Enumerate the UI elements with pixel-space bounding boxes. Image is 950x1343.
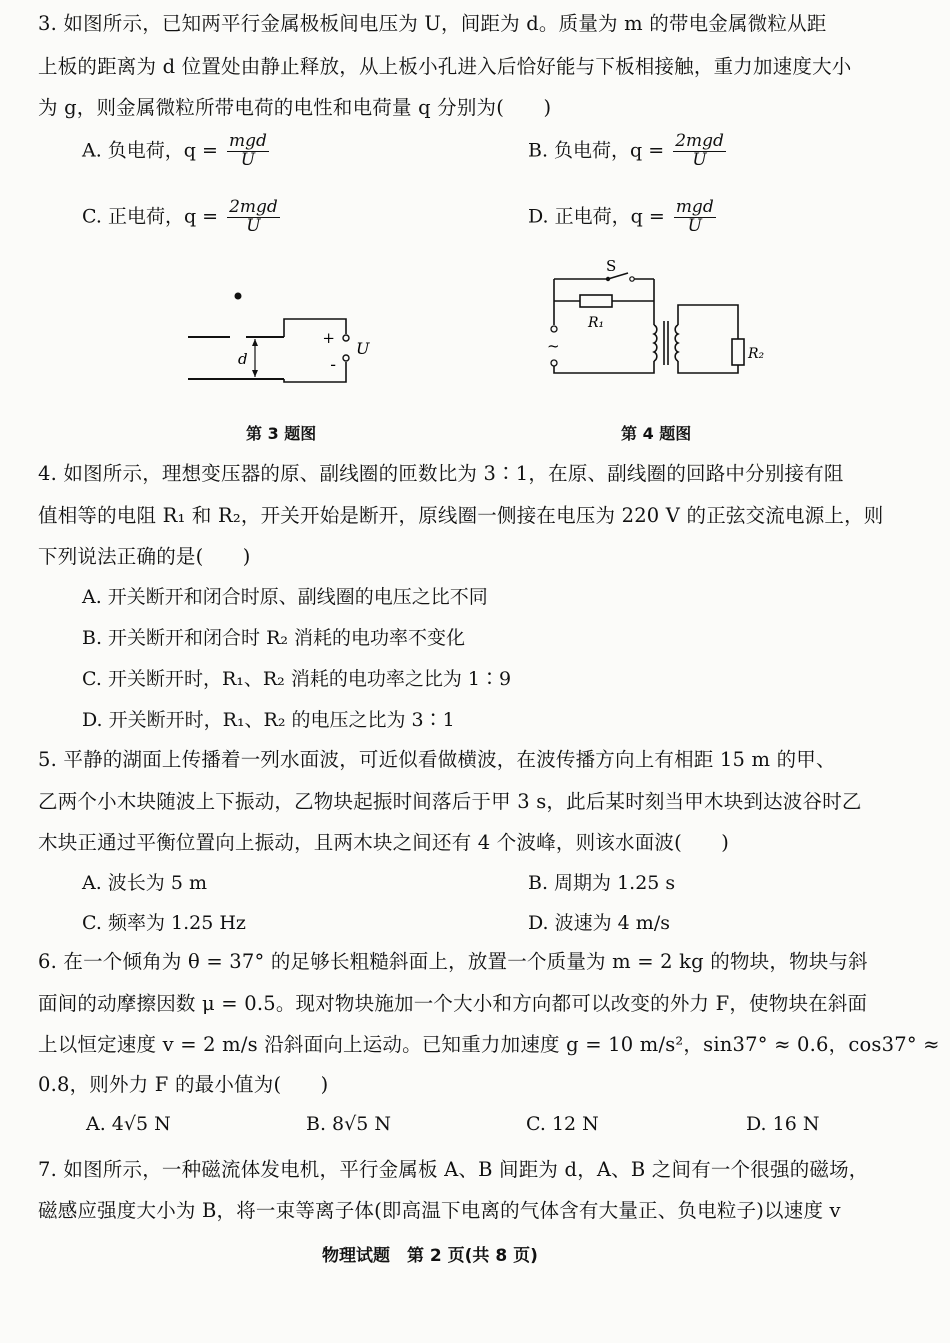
terminal-positive	[343, 335, 349, 341]
dimension-arrow-down	[252, 370, 258, 377]
q3-line-3: 为 g，则金属微粒所带电荷的电性和电荷量 q 分别为( )	[38, 96, 552, 119]
label-S: S	[606, 257, 617, 275]
wire-bottom	[284, 362, 346, 382]
label-minus: -	[330, 355, 336, 375]
q4-option-d: D. 开关断开时，R₁、R₂ 的电压之比为 3∶1	[82, 709, 455, 731]
q3-option-d-denominator: U	[687, 215, 702, 236]
q5-line-1: 5. 平静的湖面上传播着一列水面波，可近似看做横波，在波传播方向上有相距 15 m 的甲、	[38, 748, 836, 771]
q4-line-2: 值相等的电阻 R₁ 和 R₂，开关开始是断开，原线圈一侧接在电压为 220 V 的正弦交流电源上，则	[38, 504, 884, 527]
label-plus: +	[322, 329, 335, 347]
q3-option-c-denominator: U	[246, 215, 261, 236]
q5-option-b: B. 周期为 1.25 s	[528, 872, 676, 894]
q3-option-c-fraction	[227, 199, 280, 236]
q4-figure-caption: 第 4 题图	[621, 424, 692, 443]
q3-figure-plates	[180, 282, 380, 397]
ac-terminal-top	[551, 326, 557, 332]
q6-line-1: 6. 在一个倾角为 θ = 37° 的足够长粗糙斜面上，放置一个质量为 m = 2 kg 的物块，物块与斜	[38, 950, 868, 973]
q3-option-c-numerator: 2mgd	[229, 197, 278, 217]
dimension-arrow-up	[252, 339, 258, 346]
q7-line-1: 7. 如图所示，一种磁流体发电机，平行金属板 A、B 间距为 d，A、B 之间有一个很强的磁场，	[38, 1158, 869, 1181]
switch-pivot	[606, 277, 610, 281]
q6-line-4: 0.8，则外力 F 的最小值为( )	[38, 1073, 329, 1096]
q3-line-1: 3. 如图所示，已知两平行金属极板间电压为 U，间距为 d。质量为 m 的带电金属微粒从距	[38, 12, 827, 35]
q4-line-1: 4. 如图所示，理想变压器的原、副线圈的匝数比为 3∶1，在原、副线圈的回路中分别接有阻	[38, 462, 844, 485]
q5-option-d: D. 波速为 4 m/s	[528, 912, 670, 934]
q5-option-c: C. 频率为 1.25 Hz	[82, 912, 246, 934]
q3-line-2: 上板的距离为 d 位置处由静止释放，从上板小孔进入后恰好能与下板相接触，重力加速度大小	[38, 55, 852, 78]
label-d: d	[238, 350, 248, 368]
q5-option-a: A. 波长为 5 m	[82, 872, 207, 894]
q3-option-a-numerator: mgd	[228, 131, 267, 151]
q4-figure-circuit	[540, 255, 780, 405]
q6-option-a: A. 4√5 N	[86, 1113, 171, 1135]
q4-option-c: C. 开关断开时，R₁、R₂ 消耗的电功率之比为 1∶9	[82, 668, 512, 690]
label-U: U	[356, 339, 370, 358]
q3-option-b-fraction	[673, 133, 726, 170]
q3-option-b-numerator: 2mgd	[675, 131, 724, 151]
q3-option-b	[528, 133, 726, 170]
q3-option-a	[82, 133, 269, 170]
q6-line-2: 面间的动摩擦因数 μ = 0.5。现对物块施加一个大小和方向都可以改变的外力 F，使物块在斜面	[38, 992, 868, 1015]
q3-option-a-prefix: A. 负电荷，q =	[82, 139, 218, 162]
primary-coil	[654, 325, 657, 361]
q3-option-d	[528, 199, 716, 236]
secondary-wire-top	[678, 305, 738, 339]
q3-option-d-prefix: D. 正电荷，q =	[528, 205, 665, 228]
q3-option-b-denominator: U	[692, 149, 707, 170]
q6-option-d: D. 16 N	[746, 1113, 820, 1135]
switch-contact	[630, 277, 634, 281]
q4-line-3: 下列说法正确的是( )	[38, 545, 251, 568]
q7-line-2: 磁感应强度大小为 B，将一束等离子体(即高温下电离的气体含有大量正、负电粒子)以速度 v	[38, 1199, 841, 1222]
q5-line-3: 木块正通过平衡位置向上振动，且两木块之间还有 4 个波峰，则该水面波( )	[38, 831, 730, 854]
secondary-wire-bottom	[678, 361, 738, 373]
page-footer: 物理试题 第 2 页(共 8 页)	[322, 1246, 538, 1266]
secondary-coil	[675, 325, 678, 361]
label-R2: R₂	[748, 346, 765, 362]
q6-line-3: 上以恒定速度 v = 2 m/s 沿斜面向上运动。已知重力加速度 g = 10 m/s²，sin37° ≈ 0.6，cos37° ≈	[38, 1033, 940, 1056]
q3-option-d-fraction	[674, 199, 716, 236]
ac-terminal-bottom	[551, 360, 557, 366]
q3-figure-caption: 第 3 题图	[246, 424, 317, 443]
wire-top	[284, 319, 346, 337]
q3-option-a-fraction	[227, 133, 269, 170]
q4-option-a: A. 开关断开和闭合时原、副线圈的电压之比不同	[82, 586, 488, 608]
resistor-r2	[732, 339, 744, 365]
q3-option-d-numerator: mgd	[675, 197, 714, 217]
q4-option-b: B. 开关断开和闭合时 R₂ 消耗的电功率不变化	[82, 627, 466, 649]
q5-line-2: 乙两个小木块随波上下振动，乙物块起振时间落后于甲 3 s，此后某时刻当甲木块到达波谷时乙	[38, 790, 862, 813]
q6-option-c: C. 12 N	[526, 1113, 599, 1135]
charged-particle	[235, 293, 242, 300]
resistor-r1	[580, 295, 612, 307]
label-R1: R₁	[588, 315, 605, 331]
q3-option-b-prefix: B. 负电荷，q =	[528, 139, 665, 162]
label-ac: ~	[547, 337, 560, 355]
q3-option-a-denominator: U	[240, 149, 256, 170]
primary-wire-bottom	[554, 361, 654, 373]
terminal-negative	[343, 355, 349, 361]
q6-option-b: B. 8√5 N	[306, 1113, 391, 1135]
q3-option-c	[82, 199, 280, 236]
q3-option-c-prefix: C. 正电荷，q =	[82, 205, 219, 228]
